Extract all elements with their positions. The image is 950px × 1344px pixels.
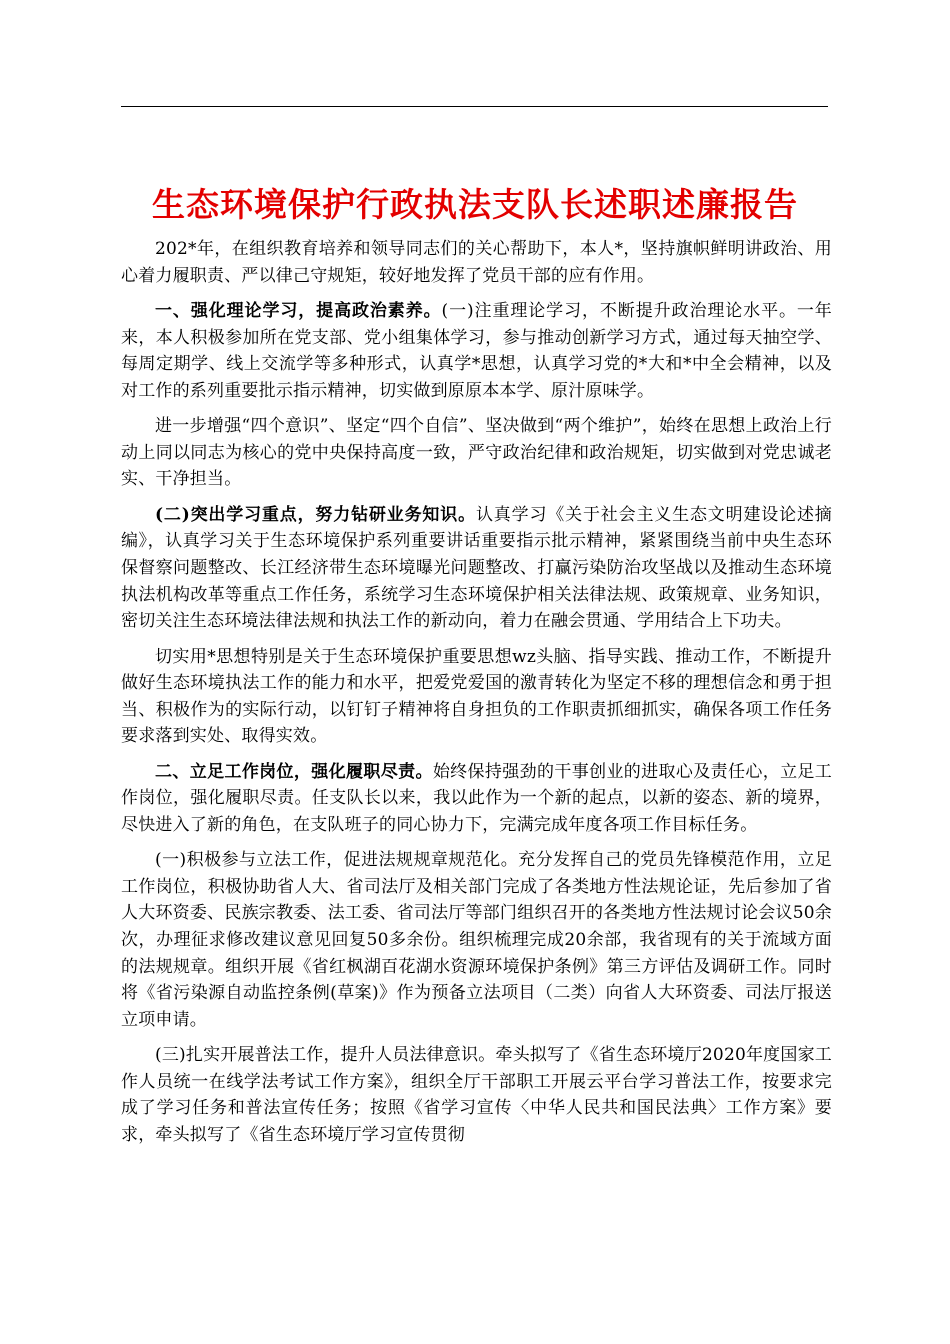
paragraph-text: 进一步增强“四个意识”、坚定“四个自信”、坚决做到“两个维护”，始终在思想上政治上行动上同以同志为核心的党中央保持高度一致，严守政治纪律和政治规矩，切实做到对党忠诚老实、干净担当。	[121, 416, 832, 490]
paragraph-section-1	[121, 298, 832, 404]
section-heading-1: 一、强化理论学习，提高政治素养。	[155, 300, 442, 321]
paragraph-legislation	[121, 847, 832, 1033]
paragraph-text: (一)积极参与立法工作，促进法规规章规范化。充分发挥自己的党员先锋模范作用，立足工作岗位，积极协助省人大、省司法厅及相关部门完成了各类地方性法规论证，先后参加了省人大环资委、民族宗教委、法工委、省司法厅等部门组织召开的各类地方性法规讨论会议50余次，办理征求修改建议意见回复50多余份。组织梳理完成20余部，我省现有的关于流域方面的法规规章。组织开展《省红枫湖百花湖水资源环境保护条例》第三方评估及调研工作。同时将《省污染源自动监控条例(草案)》作为预备立法项目（二类）向省人大环资委、司法厅报送立项申请。	[121, 850, 832, 1030]
section-heading-2: 二、立足工作岗位，强化履职尽责。	[155, 761, 433, 782]
paragraph-text: (三)扎实开展普法工作，提升人员法律意识。牵头拟写了《省生态环境厅2020年度国家工作人员统一在线学法考试工作方案》，组织全厅干部职工开展云平台学习普法工作，按要求完成了学习任务和普法宣传任务；按照《省学习宣传〈中华人民共和国民法典〉工作方案》要求，牵头拟写了《省生态环境厅学习宣传贯彻	[121, 1045, 832, 1145]
subsection-heading-2: (二)突出学习重点，努力钻研业务知识。	[155, 504, 476, 525]
paragraph-text: (一)注重理论学习，不断提升政治理论水平。一年来，本人积极参加所在党支部、党小组集体学习，参与推动创新学习方式，通过每天抽空学、每周定期学、线上交流学等多种形式，认真学*思想，认真学习党的*大和*中全会精神，以及对工作的系列重要批示指示精神，切实做到原原本本学、原汁原味学。	[121, 300, 832, 401]
document-title: 生态环境保护行政执法支队长述职述廉报告	[152, 185, 798, 224]
paragraph-text: 认真学习《关于社会主义生态文明建设论述摘编》，认真学习关于生态环境保护系列重要讲话重要指示批示精神，紧紧围绕当前中央生态环保督察问题整改、长江经济带生态环境曝光问题整改、打赢污染防治攻坚战以及推动生态环境执法机构改革等重点工作任务，系统学习生态环境保护相关法律法规、政策规章、业务知识，密切关注生态环境法律法规和执法工作的新动向，着力在融会贯通、学用结合上下功夫。	[121, 504, 833, 632]
paragraph-apply-thought	[121, 644, 832, 750]
paragraph-subsection-2	[121, 502, 832, 635]
paragraph-text: 切实用*思想特别是关于生态环境保护重要思想wz头脑、指导实践、推动工作，不断提升做好生态环境执法工作的能力和水平，把爱党爱国的激青转化为坚定不移的理想信念和勇于担当、积极作为的实际行动，以钉钉子精神将自身担负的工作职责抓细抓实，确保各项工作任务要求落到实处、取得实效。	[121, 646, 832, 747]
paragraph-text: 202*年，在组织教育培养和领导同志们的关心帮助下，本人*，坚持旗帜鲜明讲政治、用心着力履职责、严以律己守规矩，较好地发挥了党员干部的应有作用。	[121, 239, 832, 286]
paragraph-law-education	[121, 1042, 832, 1148]
document-body	[121, 236, 832, 1157]
header-rule	[121, 106, 828, 107]
paragraph-text: 始终保持强劲的干事创业的进取心及责任心，立足工作岗位，强化履职尽责。任支队长以来，我以此作为一个新的起点，以新的姿态、新的境界，尽快进入了新的角色，在支队班子的同心协力下，完满完成年度各项工作目标任务。	[121, 761, 832, 835]
paragraph-intro	[121, 236, 832, 289]
paragraph-section-2	[121, 759, 832, 839]
paragraph-four-consciousness	[121, 413, 832, 493]
